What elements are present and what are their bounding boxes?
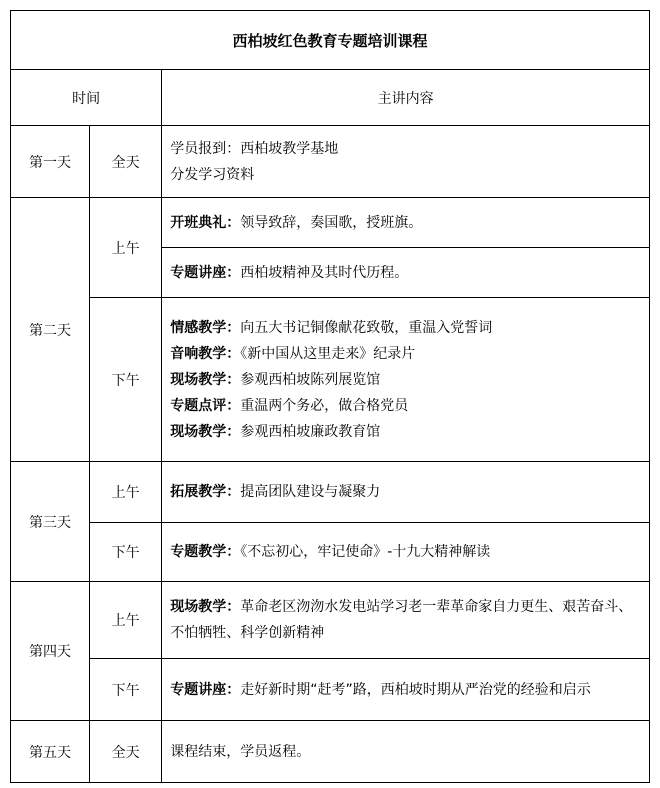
list-item	[170, 393, 641, 419]
header-time: 时间	[11, 70, 162, 126]
day4-morning-content	[162, 582, 650, 659]
header-content: 主讲内容	[162, 70, 650, 126]
keyword: 音响教学：	[170, 345, 241, 362]
item-text: 重温两个务必，做合格党员	[240, 397, 409, 414]
item-text: 提高团队建设与凝聚力	[240, 484, 381, 500]
day2-morning-label: 上午	[90, 198, 162, 298]
item-text: 《不忘初心，牢记使命》-十九大精神解读	[240, 544, 491, 560]
day4-morning-label: 上午	[90, 582, 162, 659]
day3-label: 第三天	[11, 462, 90, 582]
item-text: 革命老区沕沕水发电站学习老一辈革命家自力更生、艰苦奋斗、不怕牺牲、科学创新精神	[170, 599, 633, 641]
item-text: 领导致辞，奏国歌，授班旗。	[240, 214, 423, 231]
day1-content	[162, 126, 650, 198]
item-text: 西柏坡精神及其时代历程。	[240, 264, 409, 281]
day2-label: 第二天	[11, 198, 90, 462]
keyword: 专题讲座：	[170, 264, 241, 281]
keyword: 开班典礼：	[170, 214, 241, 231]
day1-line-1: 学员报到：西柏坡教学基地	[170, 140, 339, 157]
list-item	[170, 315, 641, 341]
day4-afternoon-content	[162, 659, 650, 721]
list-item	[170, 419, 641, 445]
table-title: 西柏坡红色教育专题培训课程	[11, 11, 650, 70]
day3-morning-content	[162, 462, 650, 523]
day4-label: 第四天	[11, 582, 90, 721]
item-text: 《新中国从这里走来》纪录片	[240, 345, 416, 362]
day5-content: 课程结束，学员返程。	[162, 721, 650, 783]
day4-afternoon-label: 下午	[90, 659, 162, 721]
keyword: 专题教学：	[170, 544, 241, 560]
day2-afternoon-content	[162, 298, 650, 462]
item-text: 走好新时期“赶考”路，西柏坡时期从严治党的经验和启示	[240, 681, 591, 698]
keyword: 拓展教学：	[170, 484, 241, 500]
day1-session: 全天	[90, 126, 162, 198]
day1-line-2: 分发学习资料	[170, 166, 255, 183]
day3-morning-label: 上午	[90, 462, 162, 523]
item-text: 参观西柏坡廉政教育馆	[240, 423, 381, 440]
day1-label: 第一天	[11, 126, 90, 198]
keyword: 专题点评：	[170, 397, 241, 414]
day3-afternoon-label: 下午	[90, 523, 162, 582]
keyword: 专题讲座：	[170, 681, 241, 698]
day5-label: 第五天	[11, 721, 90, 783]
day5-session: 全天	[90, 721, 162, 783]
keyword: 情感教学：	[170, 319, 241, 336]
list-item	[170, 341, 641, 367]
schedule-table	[10, 10, 650, 783]
keyword: 现场教学：	[170, 371, 241, 388]
day2-afternoon-label: 下午	[90, 298, 162, 462]
keyword: 现场教学：	[170, 599, 241, 615]
item-text: 向五大书记铜像献花致敬，重温入党誓词	[240, 319, 493, 336]
keyword: 现场教学：	[170, 423, 241, 440]
item-text: 参观西柏坡陈列展览馆	[240, 371, 381, 388]
day3-afternoon-content	[162, 523, 650, 582]
day2-morning-item-1	[162, 198, 650, 248]
list-item	[170, 367, 641, 393]
day2-morning-item-2	[162, 248, 650, 298]
